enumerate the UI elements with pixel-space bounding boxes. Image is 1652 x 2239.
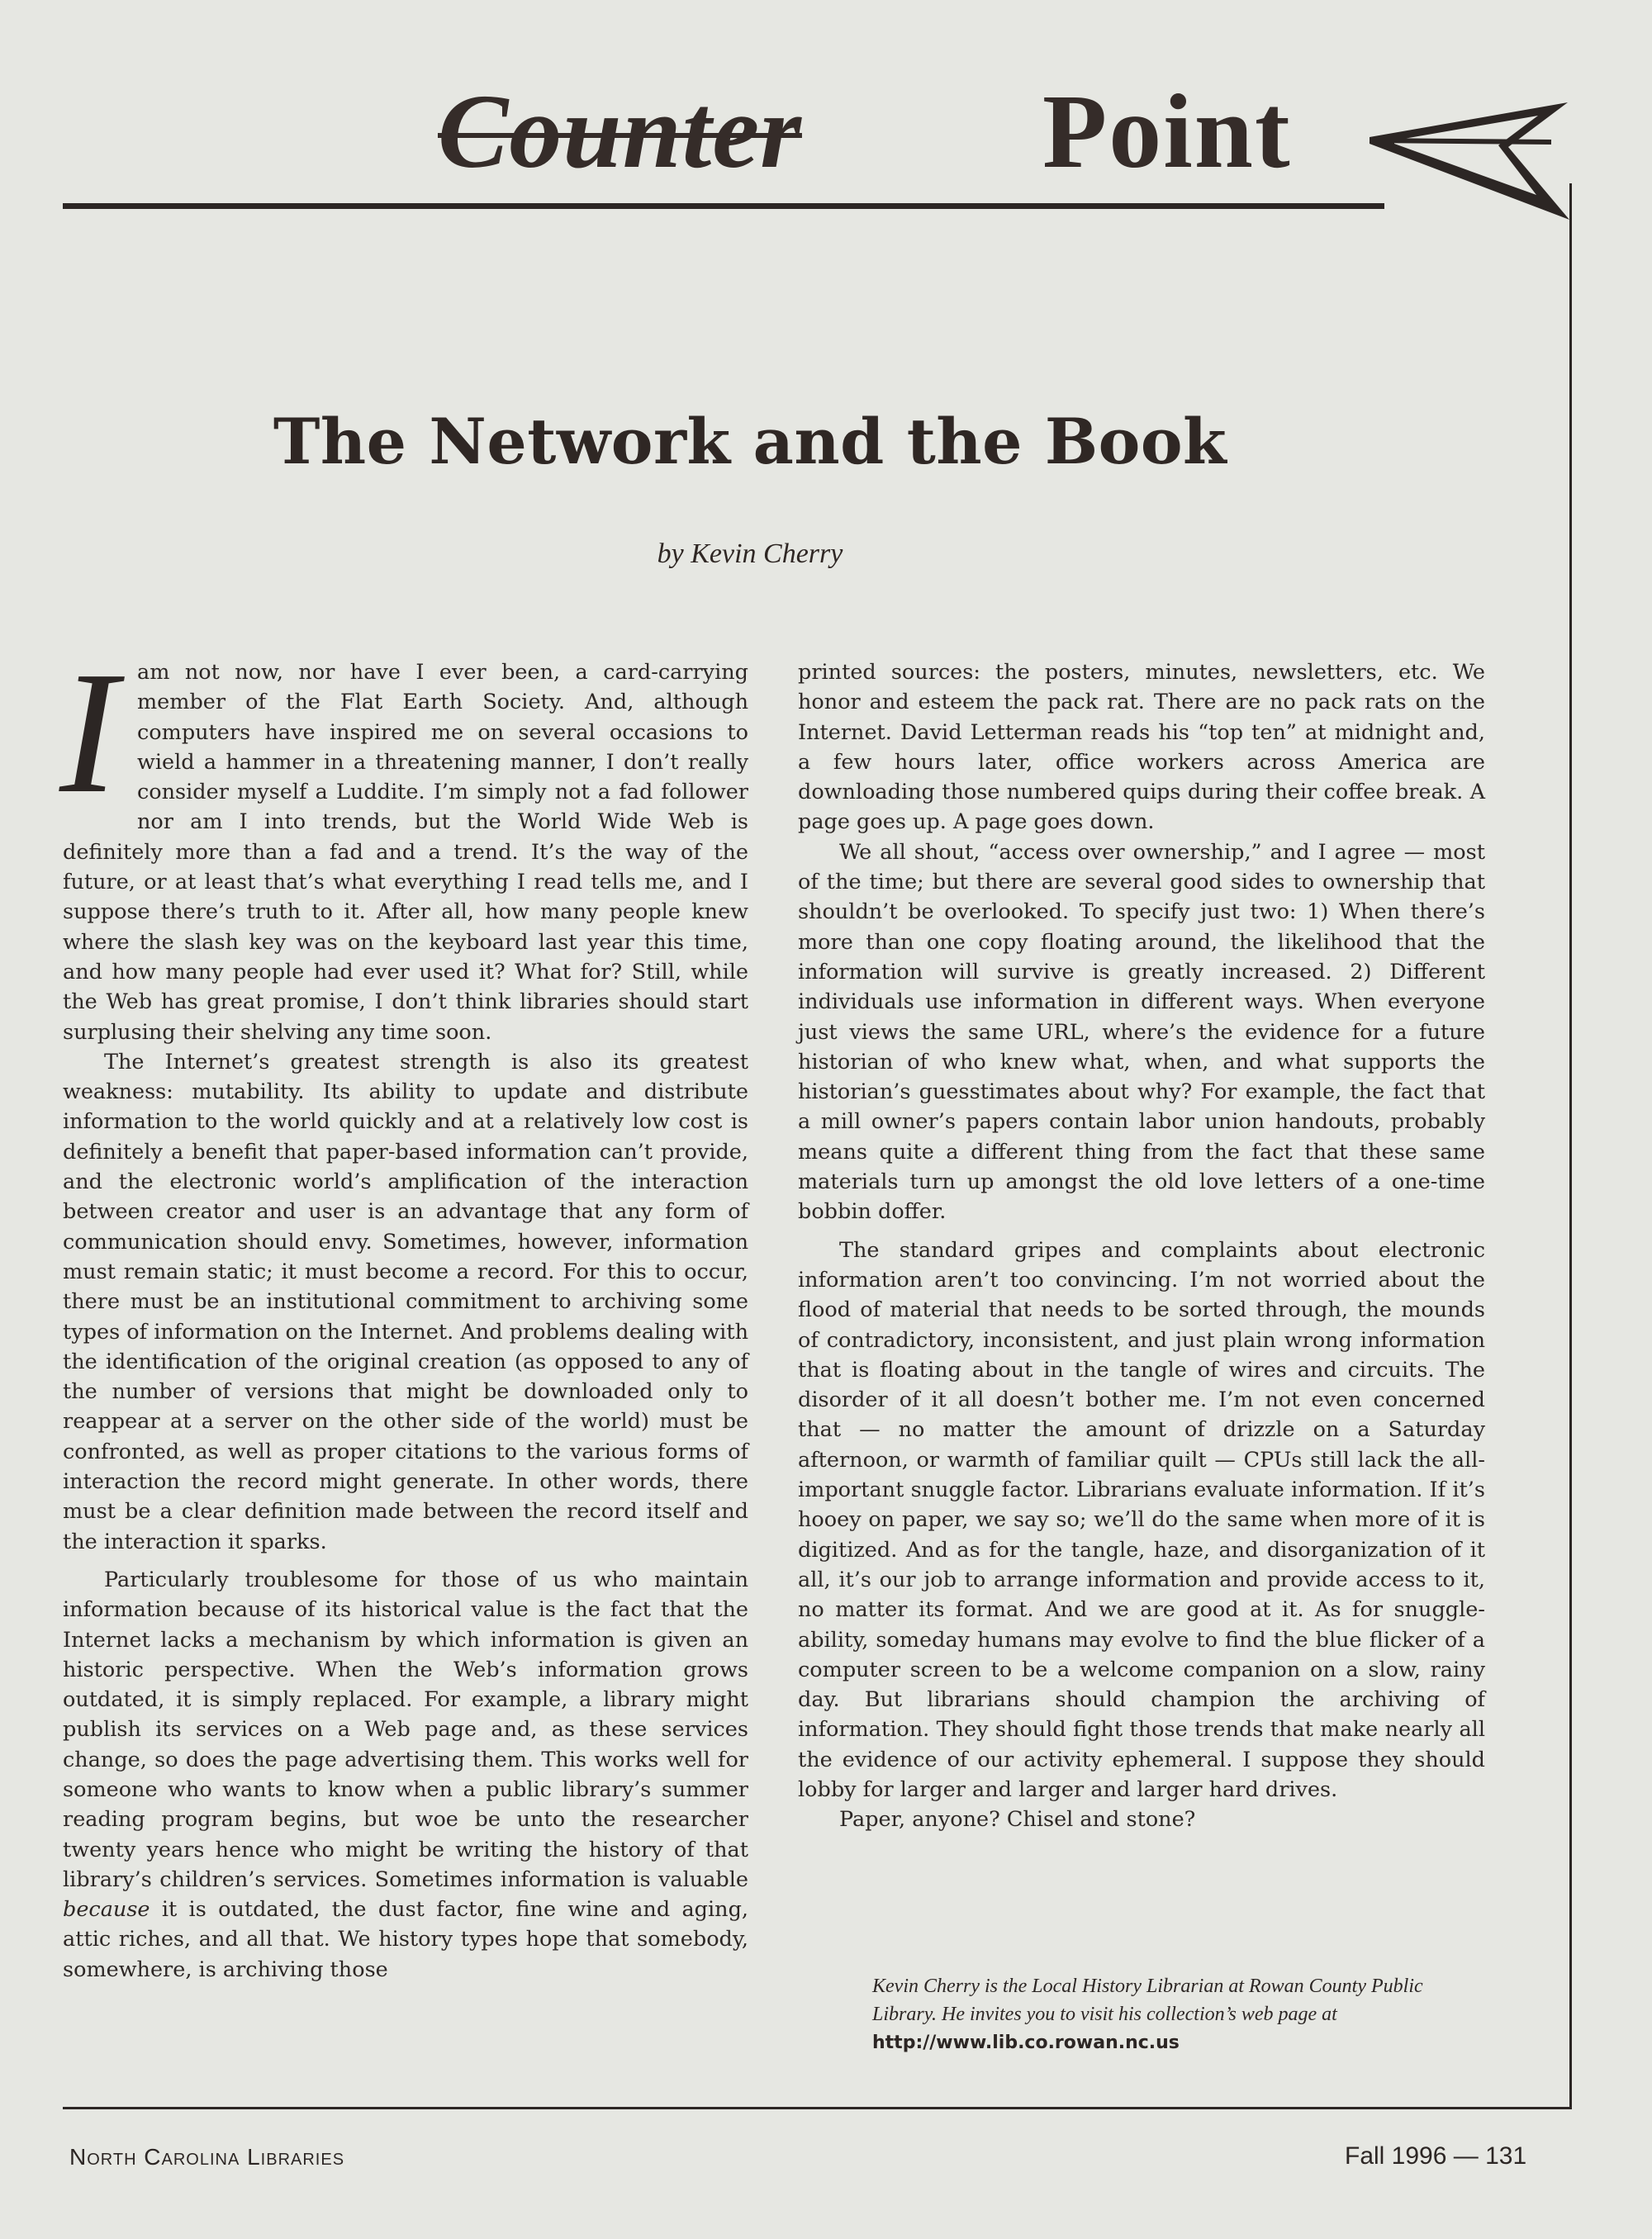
brand-counter-struck: Counter <box>438 73 802 190</box>
footer-publication: North Carolina Libraries <box>69 2144 345 2170</box>
paragraph-7: Paper, anyone? Chisel and stone? <box>839 1807 1196 1833</box>
footer-separator: — <box>1453 2142 1479 2170</box>
paragraph-3 <box>63 1565 748 1985</box>
article-byline: by Kevin Cherry <box>657 538 843 569</box>
author-bio <box>872 1972 1467 2057</box>
drop-cap: I <box>59 635 118 829</box>
paragraph-3-text-b: it is outdated, the dust factor, fine wine and aging, attic riches, and all that. We history types hope that somebody, somewhere, is archiving those <box>63 1897 748 1982</box>
paragraph-5: We all shout, “access over ownership,” and I agree — most of the time; but there are several good sides to ownership that shouldn’t be overlooked. To specify just two: 1) When there’s more than one copy floating around, the likelihood that the information will survive is greatly increased. 2) Different individuals use information in different ways. When everyone just views the same URL, where’s the evidence for a future historian of who knew what, when, and what supports the historian’s guesstimates about why? For example, the fact that a mill owner’s papers contain labor union handouts, probably means quite a different thing from the fact that these same materials turn up amongst the old love letters of a one-time bobbin doffer. <box>798 839 1485 1225</box>
frame-border-bottom <box>63 2107 1572 2109</box>
article-column-right <box>798 657 1485 1835</box>
brand-point: Point <box>1042 73 1292 190</box>
article-title: The Network and the Book <box>273 405 1227 478</box>
footer-issue-page <box>1345 2142 1526 2170</box>
article-column-left <box>59 635 748 1985</box>
arrow-icon <box>1361 96 1576 220</box>
paragraph-6: The standard gripes and complaints about electronic information aren’t too convincing. I’m not worried about the flood of material that needs to be sorted through, the mounds of contradictory, inconsistent, and just plain wrong information that is floating about in the tangle of wires and circuits. The disorder of it all doesn’t bother me. I’m not even concerned that — no matter the amount of drizzle on a Saturday afternoon, or warmth of familiar quilt — CPUs still lack the all-important snuggle factor. Librarians evaluate information. If it’s hooey on paper, we say so; we’ll do the same when more of it is digitized. And as for the tangle, haze, and disorganization of it all, it’s our job to arrange information and provide access to it, no matter its format. And we are good at it. As for snuggle-ability, someday humans may evolve to find the blue flicker of a computer screen to be a welcome companion on a slow, rainy day. But librarians should champion the archiving of information. They should fight those trends that make nearly all the evidence of our activity ephemeral. I suppose they should lobby for larger and larger and larger hard drives. <box>798 1237 1485 1802</box>
paragraph-3-text-a: Particularly troublesome for those of us who maintain information because of its historical value is the fact that the Internet lacks a mechanism by which information is given an historic perspective. When the Web’s information grows outdated, it is simply replaced. For example, a library might publish its services on a Web page and, as these services change, so does the page advertising them. This works well for someone who wants to know when a public library’s summer reading program begins, but woe be unto the researcher twenty years hence who might be writing the history of that library’s children’s services. Sometimes information is valuable <box>63 1567 748 1892</box>
author-bio-text: Kevin Cherry is the Local History Librarian at Rowan County Public Library. He invites you to visit his collection’s web page at <box>872 1976 1423 2025</box>
footer-issue: Fall 1996 <box>1345 2142 1447 2170</box>
collection-url-link[interactable]: http://www.lib.co.rowan.nc.us <box>872 2033 1180 2053</box>
emphasis-because: because <box>63 1897 150 1923</box>
masthead <box>0 66 1652 223</box>
masthead-rule <box>63 203 1384 209</box>
page-number: 131 <box>1485 2142 1527 2170</box>
paragraph-1-text: am not now, nor have I ever been, a card-carrying member of the Flat Earth Society. And, although computers have inspired me on several occasions to wield a hammer in a threatening manner, I don’t really consider myself a Luddite. I’m simply not a fad follower nor am I into trends, but the World Wide Web is definitely more than a fad and a trend. It’s the way of the future, or at least that’s what everything I read tells me, and I suppose there’s truth to it. After all, how many people knew where the slash key was on the keyboard last year this time, and how many people had ever used it? What for? Still, while the Web has great promise, I don’t think libraries should start surplusing their shelving any time soon. <box>63 660 748 1045</box>
paragraph-4: printed sources: the posters, minutes, newsletters, etc. We honor and esteem the pack rat. There are no pack rats on the Internet. David Letterman reads his “top ten” at midnight and, a few hours later, office workers across America are downloading those numbered quips during their coffee break. A page goes up. A page goes down. <box>798 660 1485 835</box>
paragraph-2: The Internet’s greatest strength is also its greatest weakness: mutability. Its ability to update and distribute information to the world quickly and at a relatively low cost is definitely a benefit that paper-based information can’t provide, and the electronic world’s amplification of the interaction between creator and user is an advantage that any form of communication should envy. Sometimes, however, information must remain static; it must become a record. For this to occur, there must be an institutional commitment to archiving some types of information on the Internet. And problems dealing with the identification of the original creation (as opposed to any of the number of versions that might be downloaded only to reappear at a server on the other side of the world) must be confronted, as well as proper citations to the various forms of interaction the record might generate. In other words, there must be a clear definition made between the record itself and the interaction it sparks. <box>63 1049 748 1554</box>
paragraph-1 <box>59 635 748 1047</box>
frame-border-right <box>1569 183 1572 2109</box>
